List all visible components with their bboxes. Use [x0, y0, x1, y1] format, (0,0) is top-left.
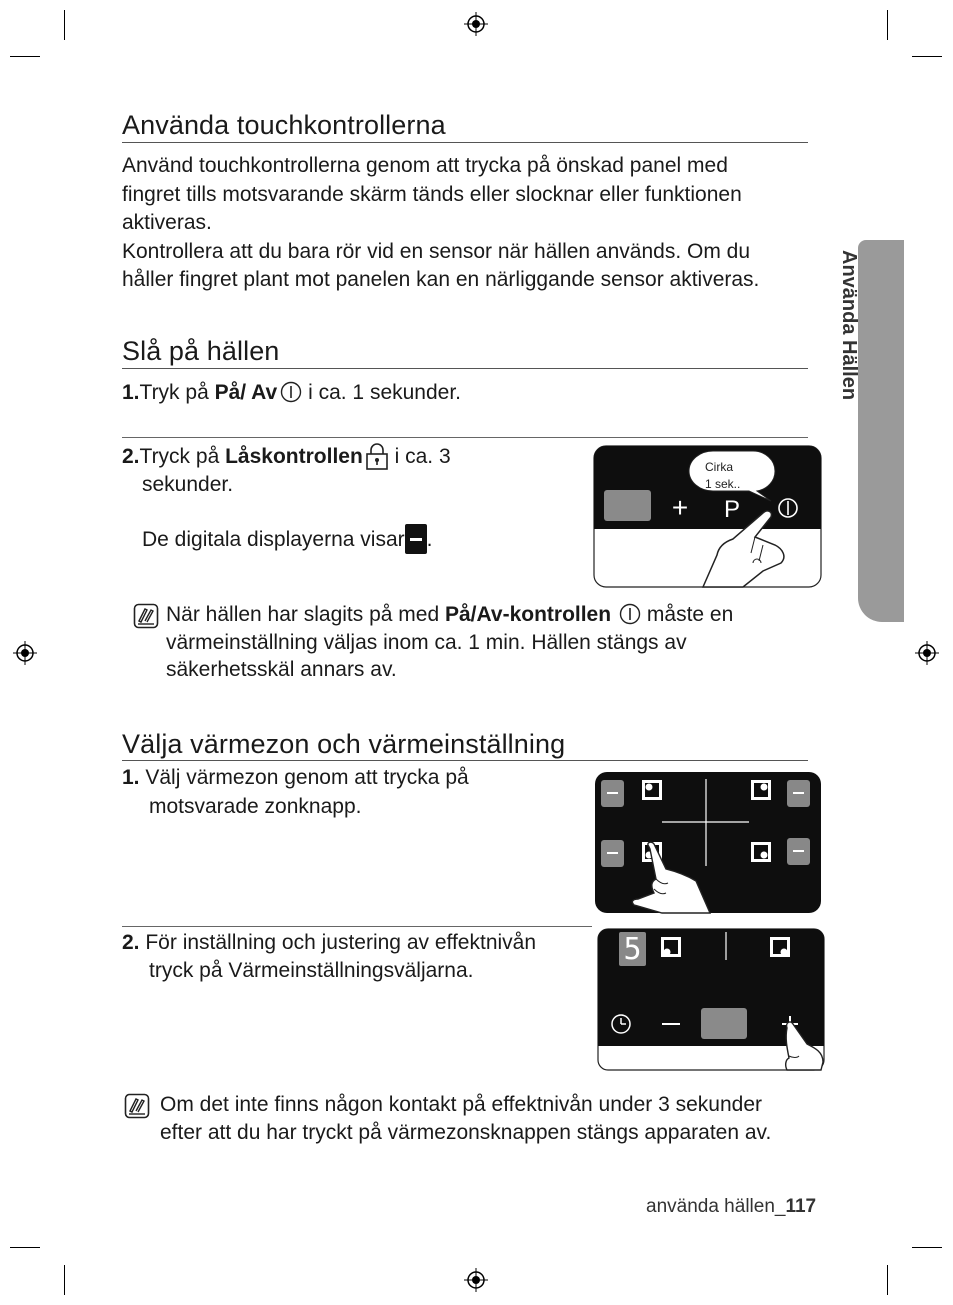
note-text: När hällen har slagits på med [166, 603, 445, 626]
note-text: Om det inte finns någon kontakt på effektnivån under 3 sekunder [160, 1093, 763, 1116]
note-text: måste en [641, 603, 734, 626]
heading-rule [122, 760, 808, 761]
p-label: P [723, 496, 741, 523]
footer-text: använda hällen_ [646, 1196, 786, 1217]
paragraph-line: håller fingret plant mot panelen kan en närliggande sensor aktiveras. [122, 268, 760, 291]
heat-setting-figure [597, 928, 826, 1072]
bubble-text: 1 sek.. [705, 477, 741, 491]
step-text: motsvarade zonknapp. [149, 795, 362, 818]
page-number: 117 [785, 1196, 817, 1217]
power-icon [619, 603, 641, 625]
step-text: De digitala displayerna visar [142, 528, 405, 551]
step-1 [122, 764, 469, 793]
step-text: Tryk på [139, 381, 215, 404]
step-divider [122, 437, 808, 438]
note-icon [133, 603, 159, 629]
crop-mark [887, 1265, 888, 1295]
heat-digit: 5 [623, 932, 642, 967]
step-divider [122, 926, 592, 927]
bubble-text: Cirka [705, 460, 734, 474]
step-text: tryck på Värmeinställningsväljarna. [149, 959, 474, 982]
side-tab [858, 240, 904, 622]
registration-mark-icon [915, 641, 939, 665]
note-text-line [166, 601, 733, 630]
note-text: säkerhetsskäl annars av. [166, 658, 397, 681]
section-heading: Välja värmezon och värmeinställning [122, 729, 566, 759]
crop-mark [10, 1247, 40, 1248]
registration-mark-icon [464, 12, 488, 36]
step-text: i ca. 3 [388, 445, 451, 468]
step-2 [122, 929, 536, 958]
paragraph-line: Använd touchkontrollerna genom att trycka på önskad panel med [122, 154, 728, 177]
crop-mark [912, 56, 942, 57]
registration-mark-icon [464, 1268, 488, 1292]
crop-mark [912, 1247, 942, 1248]
plus-label: + [671, 492, 689, 523]
crop-mark [64, 10, 65, 40]
paragraph-line: aktiveras. [122, 211, 212, 234]
registration-mark-icon [13, 641, 37, 665]
paragraph-line: Kontrollera att du bara rör vid en sensor när hällen används. Om du [122, 239, 751, 263]
dash-display-icon [405, 524, 427, 554]
paragraph-line: fingret tills motsvarande skärm tänds eller slocknar eller funktionen [122, 182, 742, 206]
lock-icon [365, 442, 389, 470]
section-heading: Använda touchkontrollerna [122, 110, 446, 140]
step-number: 2. [122, 445, 140, 468]
note-text: efter att du har tryckt på värmezonsknappen stängs apparaten av. [160, 1121, 772, 1144]
step-1 [122, 379, 461, 408]
heading-rule [122, 368, 808, 369]
crop-mark [64, 1265, 65, 1295]
step-text: . [426, 528, 433, 551]
step-number: 2. [122, 931, 140, 954]
note-bold: På/Av-kontrollen [444, 603, 612, 626]
heading-rule [122, 142, 808, 143]
step-text-line [142, 524, 432, 555]
note-icon [124, 1093, 150, 1119]
zone-panel-figure [594, 771, 823, 914]
step-2 [122, 442, 451, 472]
power-icon [280, 381, 302, 403]
side-tab-label: Använda Hällen [838, 250, 860, 401]
page-footer [646, 1196, 816, 1218]
step-number: 1. [122, 766, 140, 789]
step-text: För inställning och justering av effektnivån [145, 931, 537, 954]
note-text: värmeinställning väljas inom ca. 1 min. Hällen stängs av [166, 631, 687, 654]
step-text: Välj värmezon genom att trycka på [145, 766, 469, 789]
step-text: i ca. 1 sekunder. [302, 381, 462, 404]
control-panel-figure [593, 445, 823, 590]
step-bold: På/ Av [214, 381, 278, 404]
crop-mark [10, 56, 40, 57]
crop-mark [887, 10, 888, 40]
step-bold: Låskontrollen [225, 445, 363, 468]
step-number: 1. [122, 381, 140, 404]
section-heading: Slå på hällen [122, 336, 280, 366]
step-text: sekunder. [142, 472, 234, 496]
step-text: Tryck på [139, 445, 226, 468]
